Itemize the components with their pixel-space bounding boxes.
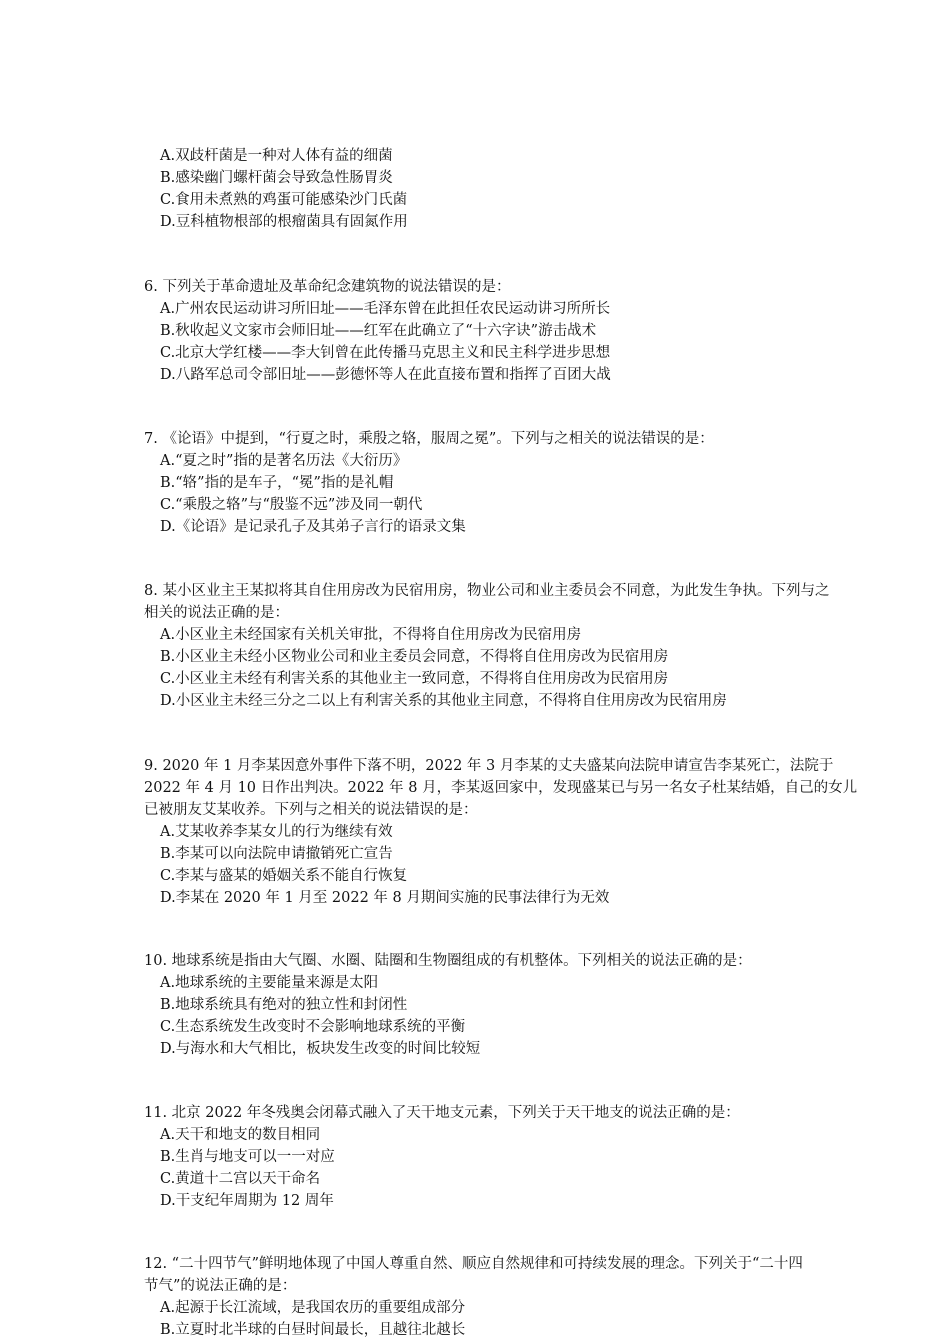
- q6-option-d: D.八路军总司令部旧址——彭德怀等人在此直接布置和指挥了百团大战: [160, 367, 611, 383]
- q5-option-b: B.感染幽门螺杆菌会导致急性肠胃炎: [160, 170, 393, 186]
- q8-option-d: D.小区业主未经三分之二以上有利害关系的其他业主同意，不得将自住用房改为民宿用房: [160, 693, 727, 709]
- q8-stem-line-1: 8. 某小区业主王某拟将其自住用房改为民宿用房，物业公司和业主委员会不同意，为此发生争执。下列与之: [144, 583, 830, 599]
- q12-stem-line-1: 12. “二十四节气”鲜明地体现了中国人尊重自然、顺应自然规律和可持续发展的理念。下列关于“二十四: [144, 1256, 803, 1272]
- q7-option-c: C.“乘殷之辂”与“殷鉴不远”涉及同一朝代: [160, 497, 423, 513]
- q5-option-a: A.双歧杆菌是一种对人体有益的细菌: [160, 148, 393, 164]
- question-7: [144, 428, 944, 538]
- q11-stem: 11. 北京 2022 年冬残奥会闭幕式融入了天干地支元素，下列关于天干地支的说法正确的是：: [144, 1105, 740, 1121]
- q11-option-b: B.生肖与地支可以一一对应: [160, 1149, 335, 1165]
- q10-option-d: D.与海水和大气相比，板块发生改变的时间比较短: [160, 1041, 481, 1057]
- q8-option-b: B.小区业主未经小区物业公司和业主委员会同意，不得将自住用房改为民宿用房: [160, 649, 669, 665]
- question-10: [144, 950, 944, 1060]
- q9-stem-line-1: 9. 2020 年 1 月李某因意外事件下落不明，2022 年 3 月李某的丈夫盛某向法院申请宣告李某死亡，法院于: [144, 758, 834, 774]
- q8-stem-line-2: 相关的说法正确的是：: [144, 605, 289, 621]
- q7-option-a: A.“夏之时”指的是著名历法《大衍历》: [160, 453, 408, 469]
- q6-option-a: A.广州农民运动讲习所旧址——毛泽东曾在此担任农民运动讲习所所长: [160, 301, 611, 317]
- q9-option-c: C.李某与盛某的婚姻关系不能自行恢复: [160, 868, 408, 884]
- q9-option-d: D.李某在 2020 年 1 月至 2022 年 8 月期间实施的民事法律行为无效: [160, 890, 610, 906]
- q10-option-b: B.地球系统具有绝对的独立性和封闭性: [160, 997, 408, 1013]
- question-11: [144, 1102, 944, 1212]
- q7-stem: 7. 《论语》中提到，“行夏之时，乘殷之辂，服周之冕”。下列与之相关的说法错误的是：: [144, 431, 714, 447]
- question-5-options: [144, 145, 944, 233]
- q7-option-b: B.“辂”指的是车子，“冕”指的是礼帽: [160, 475, 394, 491]
- q8-option-c: C.小区业主未经有利害关系的其他业主一致同意，不得将自住用房改为民宿用房: [160, 671, 669, 687]
- q9-stem-line-2: 2022 年 4 月 10 日作出判决。2022 年 8 月，李某返回家中，发现盛某已与另一名女子杜某结婚，自己的女儿: [144, 780, 858, 796]
- question-12: [144, 1253, 944, 1341]
- question-8: [144, 580, 944, 712]
- q10-stem: 10. 地球系统是指由大气圈、水圈、陆圈和生物圈组成的有机整体。下列相关的说法正确的是：: [144, 953, 752, 969]
- question-6: [144, 276, 944, 386]
- q10-option-a: A.地球系统的主要能量来源是太阳: [160, 975, 379, 991]
- q11-option-d: D.干支纪年周期为 12 周年: [160, 1193, 334, 1209]
- q11-option-a: A.天干和地支的数目相同: [160, 1127, 321, 1143]
- q12-option-b: B.立夏时北半球的白昼时间最长，且越往北越长: [160, 1322, 466, 1338]
- question-9: [144, 755, 944, 909]
- q9-option-b: B.李某可以向法院申请撤销死亡宣告: [160, 846, 393, 862]
- q6-option-c: C.北京大学红楼——李大钊曾在此传播马克思主义和民主科学进步思想: [160, 345, 611, 361]
- q12-stem-line-2: 节气”的说法正确的是：: [144, 1278, 297, 1294]
- q7-option-d: D.《论语》是记录孔子及其弟子言行的语录文集: [160, 519, 466, 535]
- q9-stem-line-3: 已被朋友艾某收养。下列与之相关的说法错误的是：: [144, 802, 478, 818]
- q8-option-a: A.小区业主未经国家有关机关审批，不得将自住用房改为民宿用房: [160, 627, 582, 643]
- q9-option-a: A.艾某收养李某女儿的行为继续有效: [160, 824, 393, 840]
- q12-option-a: A.起源于长江流域，是我国农历的重要组成部分: [160, 1300, 466, 1316]
- q11-option-c: C.黄道十二宫以天干命名: [160, 1171, 321, 1187]
- q5-option-c: C.食用未煮熟的鸡蛋可能感染沙门氏菌: [160, 192, 408, 208]
- q6-stem: 6. 下列关于革命遗址及革命纪念建筑物的说法错误的是：: [144, 279, 511, 295]
- q6-option-b: B.秋收起义文家市会师旧址——红军在此确立了“十六字诀”游击战术: [160, 323, 597, 339]
- q5-option-d: D.豆科植物根部的根瘤菌具有固氮作用: [160, 214, 408, 230]
- q10-option-c: C.生态系统发生改变时不会影响地球系统的平衡: [160, 1019, 466, 1035]
